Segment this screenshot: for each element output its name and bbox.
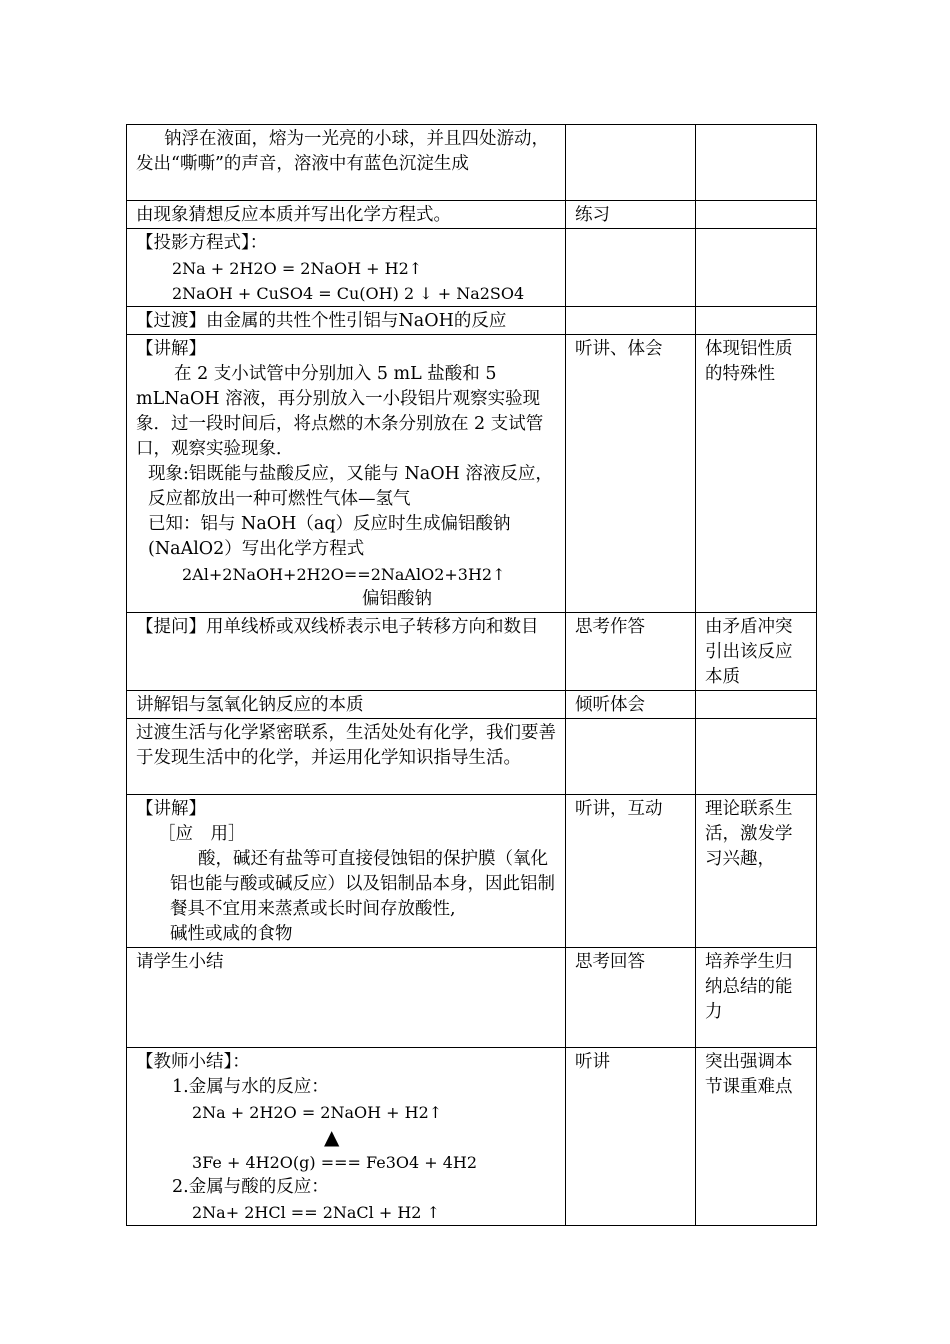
activity-cell: 思考作答	[566, 613, 696, 691]
equation-annotation: 偏铝酸钠	[362, 589, 432, 609]
activity-cell	[566, 229, 696, 307]
activity-cell: 听讲	[566, 1048, 696, 1226]
life-chemistry-text: 过渡生活与化学紧密联系，生活处处有化学，我们要善于发现生活中的化学，并运用化学知识指导生活。	[136, 723, 556, 768]
activity-cell: 倾听体会	[566, 691, 696, 719]
content-cell	[127, 335, 566, 613]
table-row	[127, 335, 817, 613]
phenomenon-text: 现象:铝既能与盐酸反应，又能与 NaOH 溶液反应，反应都放出一种可燃性气体—氢气	[148, 464, 553, 509]
content-cell	[127, 125, 566, 201]
activity-cell: 听讲，互动	[566, 795, 696, 948]
summary-prompt: 请学生小结	[136, 952, 224, 972]
equation: 3Fe + 4H2O(g) === Fe3O4 + 4H2	[192, 1153, 478, 1172]
essence-text: 讲解铝与氢氧化钠反应的本质	[136, 695, 364, 715]
activity-cell: 听讲、体会	[566, 335, 696, 613]
summary-item: 2.金属与酸的反应：	[172, 1177, 329, 1197]
content-cell	[127, 719, 566, 795]
transition-text: 【过渡】由金属的共性个性引铝与NaOH的反应	[136, 311, 507, 331]
explain-heading: 【讲解】	[136, 339, 206, 359]
content-cell	[127, 1048, 566, 1226]
table-row	[127, 125, 817, 201]
intent-cell	[696, 201, 817, 229]
heat-triangle-icon: ▲	[324, 1125, 340, 1149]
question-text: 【提问】用单线桥或双线桥表示电子转移方向和数目	[136, 617, 539, 637]
table-row	[127, 307, 817, 335]
activity-cell	[566, 125, 696, 201]
equation: 2NaOH + CuSO4 = Cu(OH) 2 ↓ + Na2SO4	[172, 284, 525, 303]
application-text: 酸，碱还有盐等可直接侵蚀铝的保护膜（氧化铝也能与酸或碱反应）以及铝制品本身，因此铝制餐具不宜用来蒸煮或长时间存放酸性,	[170, 849, 555, 919]
equation: 2Na+ 2HCl == 2NaCl + H2 ↑	[192, 1203, 440, 1222]
activity-cell	[566, 719, 696, 795]
observation-text: 钠浮在液面，熔为一光亮的小球，并且四处游动，发出“嘶嘶”的声音，溶液中有蓝色沉淀生成	[136, 129, 549, 174]
table-row	[127, 201, 817, 229]
experiment-text: 在 2 支小试管中分别加入 5 mL 盐酸和 5 mLNaOH 溶液，再分别放入一小段铝片观察实验现象．过一段时间后，将点燃的木条分别放在 2 支试管口，观察实验现象．	[136, 364, 544, 459]
intent-cell: 体现铝性质的特殊性	[696, 335, 817, 613]
known-text: 已知：铝与 NaOH（aq）反应时生成偏铝酸钠(NaAlO2）写出化学方程式	[148, 514, 511, 559]
table-row	[127, 691, 817, 719]
intent-text: 培养学生归纳总结的能力	[705, 952, 793, 1022]
application-heading: ［应 用］	[158, 824, 246, 844]
intent-cell	[696, 125, 817, 201]
content-cell	[127, 795, 566, 948]
intent-cell: 理论联系生活，激发学习兴趣，	[696, 795, 817, 948]
intent-cell	[696, 719, 817, 795]
explain-heading: 【讲解】	[136, 799, 206, 819]
intent-cell	[696, 691, 817, 719]
summary-item: 1.金属与水的反应：	[172, 1077, 329, 1097]
guess-text: 由现象猜想反应本质并写出化学方程式。	[136, 205, 451, 225]
application-text-end: 碱性或咸的食物	[170, 924, 293, 944]
activity-cell	[566, 307, 696, 335]
table-row	[127, 229, 817, 307]
content-cell	[127, 201, 566, 229]
equation: 2Na + 2H2O = 2NaOH + H2↑	[192, 1103, 443, 1122]
table-row	[127, 1048, 817, 1226]
equation: 2Na + 2H2O = 2NaOH + H2↑	[172, 259, 423, 278]
teacher-summary-heading: 【教师小结】：	[136, 1052, 250, 1072]
activity-cell: 练习	[566, 201, 696, 229]
table-row	[127, 719, 817, 795]
table-row	[127, 795, 817, 948]
projection-heading: 【投影方程式】：	[136, 233, 268, 253]
table-row	[127, 613, 817, 691]
intent-cell: 突出强调本节课重难点	[696, 1048, 817, 1226]
equation: 2Al+2NaOH+2H2O==2NaAlO2+3H2↑	[182, 565, 506, 584]
intent-cell	[696, 229, 817, 307]
intent-cell	[696, 307, 817, 335]
intent-cell: 由矛盾冲突引出该反应本质	[696, 613, 817, 691]
content-cell	[127, 307, 566, 335]
activity-cell: 思考回答	[566, 948, 696, 1048]
intent-cell	[696, 948, 817, 1048]
lesson-plan-table	[126, 124, 817, 1226]
content-cell	[127, 948, 566, 1048]
content-cell	[127, 613, 566, 691]
content-cell	[127, 691, 566, 719]
content-cell	[127, 229, 566, 307]
table-row	[127, 948, 817, 1048]
